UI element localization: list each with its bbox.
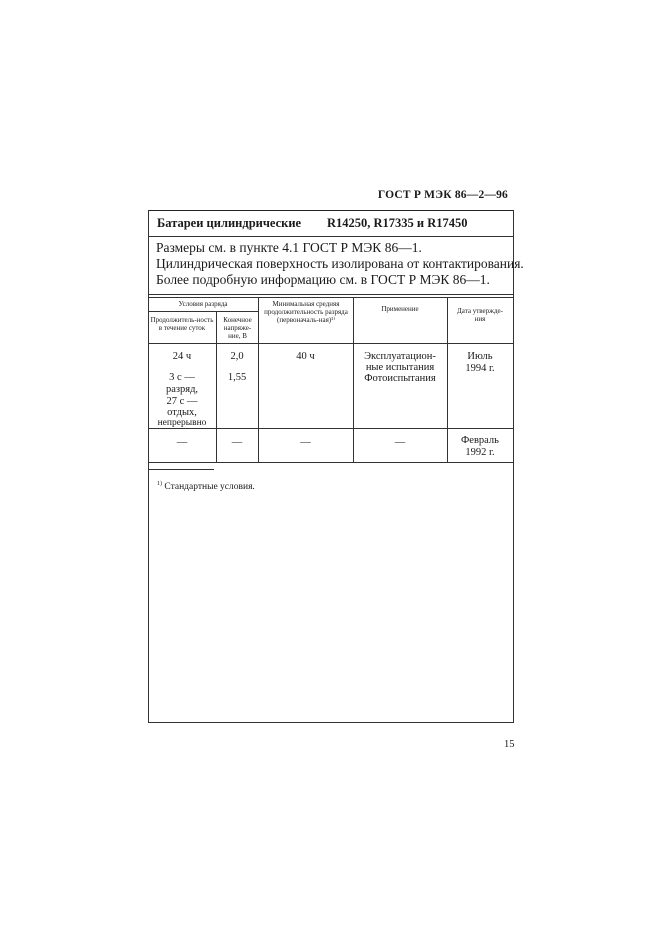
row2-min-duration: — [300,437,311,448]
description-divider [148,294,514,295]
row1-date-2: 1994 г. [465,363,495,374]
description-line-2: Цилиндрическая поверхность изолирована от контактирования. [156,256,524,271]
header-duration: Продолжитель-ность в течение суток [150,316,214,332]
row1-duration-2: 3 с — [169,372,195,383]
page-number: 15 [504,739,515,750]
row1-duration-1: 24 ч [172,351,192,362]
row1-application-1: Эксплуатацион- [364,351,436,362]
frame-bottom-border [148,722,514,723]
title-divider [148,236,514,237]
battery-type-title: Батареи цилиндрические [157,216,302,230]
row2-date-1: Февраль [461,435,499,446]
frame-right-border [513,210,514,723]
row1-duration-4: 27 с — [166,396,198,407]
description-line-1: Размеры см. в пункте 4.1 ГОСТ Р МЭК 86—1. [156,240,422,255]
header-bottom-line [148,343,514,344]
row1-application-2: ные испытания [365,362,435,373]
row1-duration-5: отдых, [167,407,197,418]
frame-left-border [148,210,149,723]
battery-codes-title: R14250, R17335 и R17450 [327,216,468,230]
header-end-voltage: Конечное напряже-ние, В [223,316,252,340]
frame-top-border [148,210,514,211]
table-top-line [148,297,514,298]
header-application: Применение [381,305,419,313]
description-line-3: Более подробную информацию см. в ГОСТ Р МЭК 86—1. [156,272,490,287]
row2-voltage: — [231,437,243,448]
row1-voltage-2: 1,55 [227,372,247,383]
footnote-mark: 1) [157,481,162,487]
footnote [157,481,255,492]
row1-application-3: Фотоиспытания [364,373,436,384]
row1-min-duration: 40 ч [296,351,315,362]
footnote-text: Стандартные условия. [164,482,255,493]
header-approval-date: Дата утвержде-ния [457,307,503,323]
footnote-rule [148,469,214,470]
table-bottom-line [148,462,514,463]
row2-application: — [394,437,406,448]
row2-duration: — [176,437,188,448]
header-discharge-conditions: Условия разряда [178,300,228,308]
row1-duration-6: непрерывно [157,418,207,428]
document-id: ГОСТ Р МЭК 86—2—96 [377,189,508,201]
row1-duration-3: разряд, [165,384,199,395]
subheader-line [148,311,258,312]
row1-voltage-1: 2,0 [230,351,244,362]
header-min-duration: Минимальная средняя продолжительность разряда (первоначаль-ная)¹⁾ [264,300,348,324]
row1-date-1: Июль [467,351,493,362]
row2-date-2: 1992 г. [465,447,495,458]
